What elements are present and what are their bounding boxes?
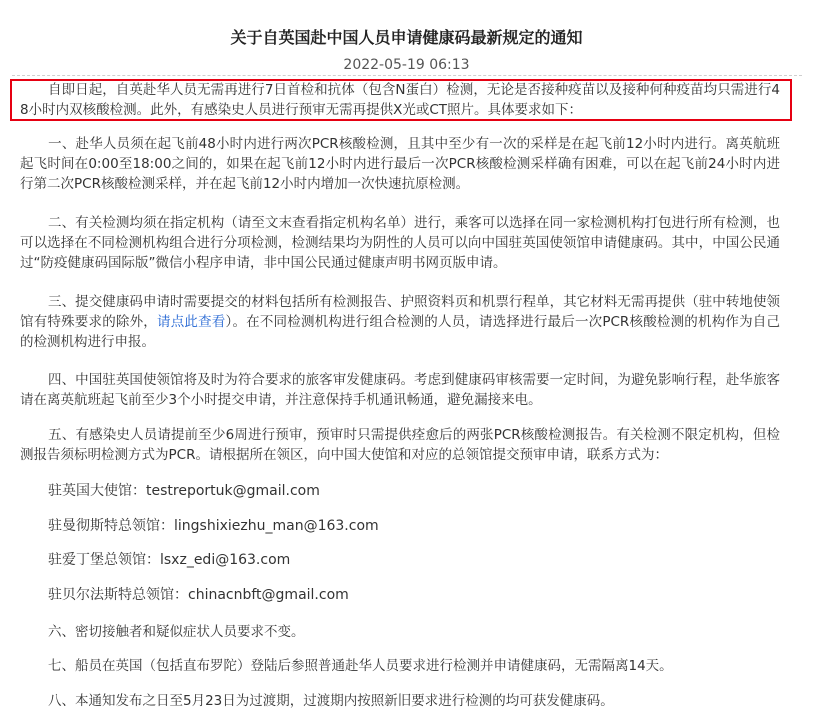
intro-paragraph <box>20 80 780 120</box>
section-3-text-after: ）。在不同检测机构进行组合检测的人员，请选择进行最后一次PCR核酸检测的机构作为自己的检测机构进行申报。 <box>20 314 780 350</box>
contact-edinburgh <box>48 550 290 570</box>
section-4 <box>20 370 780 410</box>
contact-label: 驻曼彻斯特总领馆： <box>48 518 174 534</box>
contact-email: lsxz_edi@163.com <box>160 552 291 568</box>
section-6 <box>20 622 780 642</box>
section-4-text: 四、中国驻英国使领馆将及时为符合要求的旅客审发健康码。考虑到健康码审核需要一定时间，为避免影响行程，赴华旅客请在离英航班起飞前至少3个小时提交申请，并注意保持手机通讯畅通，避免漏接来电。 <box>20 372 780 408</box>
publish-date: 2022-05-19 06:13 <box>343 57 470 73</box>
section-7 <box>20 656 780 676</box>
section-7-text: 七、船员在英国（包括直布罗陀）登陆后参照普通赴华人员要求进行检测并申请健康码，无需隔离14天。 <box>48 658 673 674</box>
divider <box>12 75 802 76</box>
contact-email: testreportuk@gmail.com <box>146 483 320 499</box>
contact-email: chinacnbft@gmail.com <box>188 587 349 603</box>
section-5 <box>20 425 780 465</box>
contact-belfast <box>48 585 349 605</box>
section-2 <box>20 213 780 273</box>
section-5-text: 五、有感染史人员请提前至少6周进行预审，预审时只需提供痊愈后的两张PCR核酸检测报告。有关检测不限定机构，但检测报告须标明检测方式为PCR。请根据所在领区，向中国大使馆和对应的总领馆提交预审申请，联系方式为： <box>20 427 780 463</box>
section-8-text: 八、本通知发布之日至5月23日为过渡期，过渡期内按照新旧要求进行检测的均可获发健康码。 <box>48 693 614 709</box>
contact-embassy <box>48 481 320 501</box>
page-title: 关于自英国赴中国人员申请健康码最新规定的通知 <box>230 28 583 47</box>
contact-label: 驻英国大使馆： <box>48 483 146 499</box>
contact-label: 驻贝尔法斯特总领馆： <box>48 587 188 603</box>
section-1 <box>20 134 780 194</box>
intro-text: 自即日起，自英赴华人员无需再进行7日首检和抗体（包含N蛋白）检测，无论是否接种疫苗以及接种何种疫苗均只需进行48小时内双核酸检测。此外，有感染史人员进行预审无需再提供X光或CT照片。具体要求如下： <box>20 82 780 118</box>
section-1-text: 一、赴华人员须在起飞前48小时内进行两次PCR核酸检测，且其中至少有一次的采样是在起飞前12小时内进行。离英航班起飞时间在0:00至18:00之间的，如果在起飞前12小时内进行最后一次PCR核酸检测采样确有困难，可以在起飞前24小时内进行第二次PCR核酸检测采样，并在起飞前12小时内增加一次快速抗原检测。 <box>20 136 780 192</box>
section-8 <box>20 691 780 711</box>
section-3 <box>20 292 780 352</box>
contact-label: 驻爱丁堡总领馆： <box>48 552 160 568</box>
contact-email: lingshixiezhu_man@163.com <box>174 518 379 534</box>
section-6-text: 六、密切接触者和疑似症状人员要求不变。 <box>48 624 305 640</box>
view-here-link[interactable]: 请点此查看 <box>157 314 226 330</box>
contact-manchester <box>48 516 379 536</box>
section-3-text-before: 三、提交健康码申请时需要提交的材料包括所有检测报告、护照资料页和机票行程单，其它材料无需再提供（驻中转地使领馆有特殊要求的除外， <box>20 294 780 330</box>
section-2-text: 二、有关检测均须在指定机构（请至文末查看指定机构名单）进行，乘客可以选择在同一家检测机构打包进行所有检测，也可以选择在不同检测机构组合进行分项检测，检测结果均为阴性的人员可以向中国驻英国使领馆申请健康码。其中，中国公民通过“防疫健康码国际版”微信小程序申请，非中国公民通过健康声明书网页版申请。 <box>20 215 780 271</box>
